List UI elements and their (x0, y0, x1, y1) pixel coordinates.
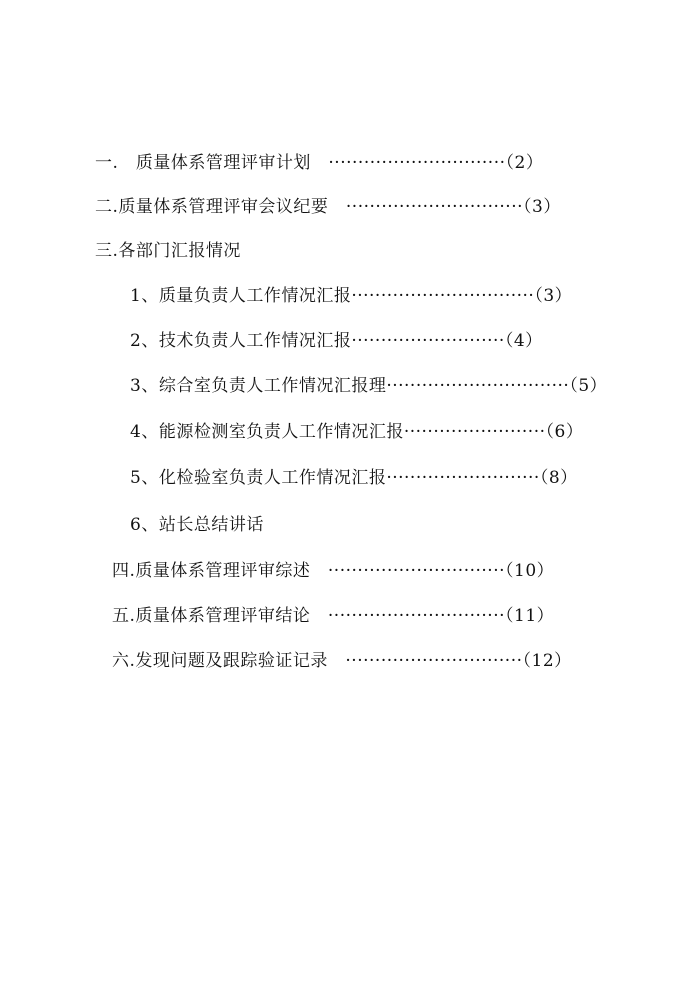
toc-item-5: 五.质量体系管理评审结论 ······························（11） (112, 606, 555, 626)
toc-item-3: 三.各部门汇报情况 (95, 241, 241, 261)
toc-item-1: 一. 质量体系管理评审计划 ······························（2） (95, 153, 544, 173)
toc-subitem-6: 6、站长总结讲话 (130, 515, 264, 535)
toc-subitem-1: 1、质量负责人工作情况汇报·······························（3） (130, 286, 573, 306)
toc-subitem-4: 4、能源检测室负责人工作情况汇报························（6） (130, 422, 584, 442)
toc-item-2: 二.质量体系管理评审会议纪要 ······························（3） (95, 197, 561, 217)
toc-item-6: 六.发现问题及跟踪验证记录 ······························（12） (112, 651, 572, 671)
toc-subitem-3: 3、综合室负责人工作情况汇报理·······························（5） (130, 376, 608, 396)
toc-subitem-2: 2、技术负责人工作情况汇报··························（4） (130, 331, 543, 351)
toc-item-4: 四.质量体系管理评审综述 ······························（10） (112, 561, 555, 581)
toc-subitem-5: 5、化检验室负责人工作情况汇报··························（8） (130, 468, 578, 488)
